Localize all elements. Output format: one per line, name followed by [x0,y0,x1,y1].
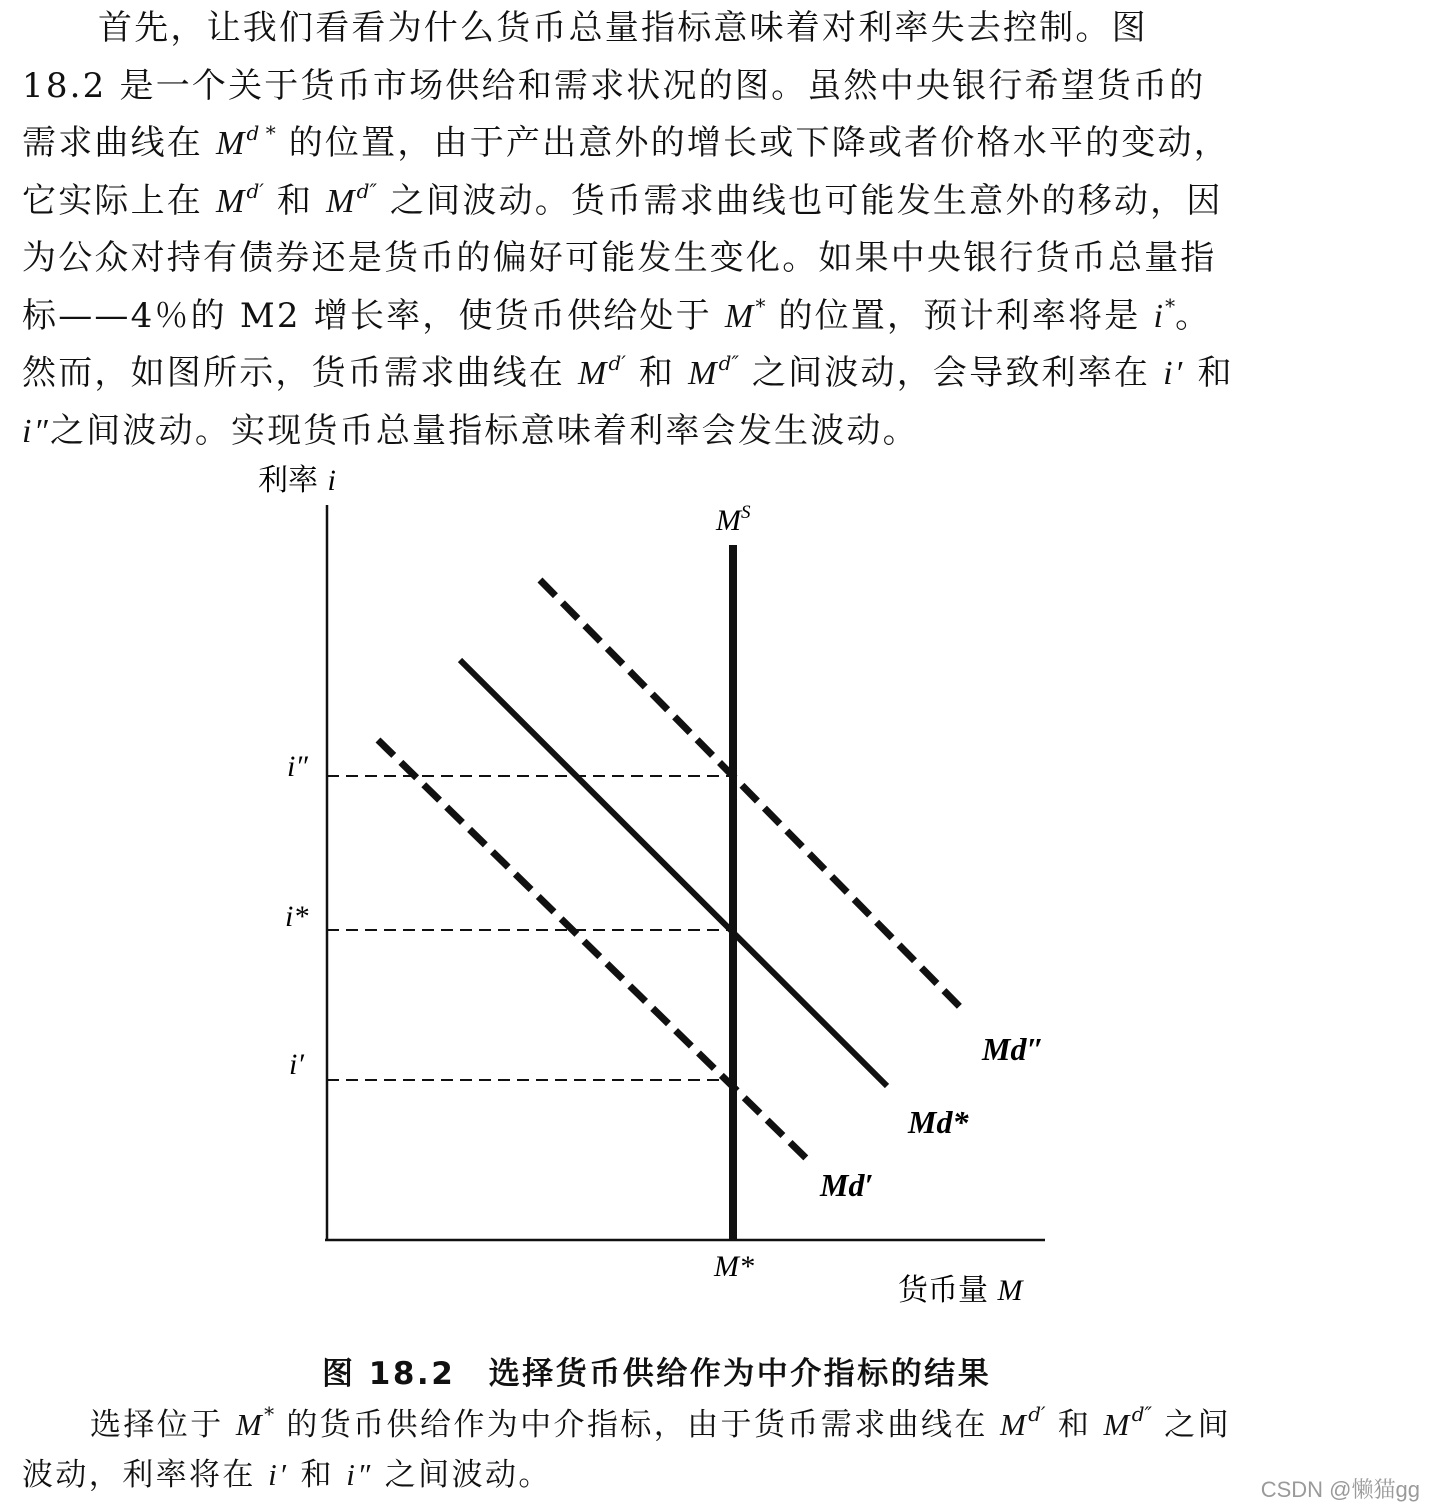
md-double-prime-label: Md″ [982,1031,1045,1067]
body-paragraph [22,0,1322,460]
money-supply-label: $M^S$ [716,502,751,537]
x-tick-m-star: M* [714,1250,754,1283]
y-tick-i-prime: i′ [289,1048,304,1081]
paragraph-line: 标——4％的 M2 增长率，使货币供给处于 M* 的位置，预计利率将是 i*。 [22,293,1212,336]
paragraph-line: 为公众对持有债券还是货币的偏好可能发生变化。如果中央银行货币总量指 [22,238,1217,278]
paragraph-line: 18.2 是一个关于货币市场供给和需求状况的图。虽然中央银行希望货币的 [22,65,1206,106]
x-axis-title: 货币量 M [898,1273,1023,1308]
paragraph-line: 首先，让我们看看为什么货币总量指标意味着对利率失去控制。图 [98,8,1148,48]
paragraph-line: 然而，如图所示，货币需求曲线在 $M^{d'}$ 和 $M^{d''}$ 之间波动，会导致利率在 i′ 和 [22,351,1234,393]
paragraph-line: i″之间波动。实现货币总量指标意味着利率会发生波动。 [22,410,919,451]
md-star-label: Md* [908,1104,969,1140]
caption-line: 波动，利率将在 i′ 和 i″ 之间波动。 [22,1457,552,1493]
figure-caption-title: 图 18.2 选择货币供给作为中介指标的结果 [322,1356,992,1392]
md-double-prime-curve [540,580,963,1010]
paragraph-line: 它实际上在 $M^{d'}$ 和 $M^{d''}$ 之间波动。货币需求曲线也可能发生意外的移动，因 [22,178,1223,221]
watermark: CSDN @懒猫gg [1260,1477,1420,1502]
y-axis-title: 利率 i [258,463,336,498]
figure-caption-body [22,1400,1322,1500]
md-prime-label: Md′ [820,1167,874,1203]
caption-line: 选择位于 M* 的货币供给作为中介指标，由于货币需求曲线在 $M^{d'}$ 和 $M^{d''}$ 之间 [90,1402,1232,1443]
md-star-curve [460,660,887,1086]
money-market-chart [0,455,1432,1345]
md-prime-curve [378,740,808,1160]
y-tick-i-double-prime: i″ [287,750,308,783]
paragraph-line: 需求曲线在 $M^{d *}$ 的位置，由于产出意外的增长或下降或者价格水平的变动， [22,121,1230,163]
y-tick-i-star: i* [285,900,309,933]
